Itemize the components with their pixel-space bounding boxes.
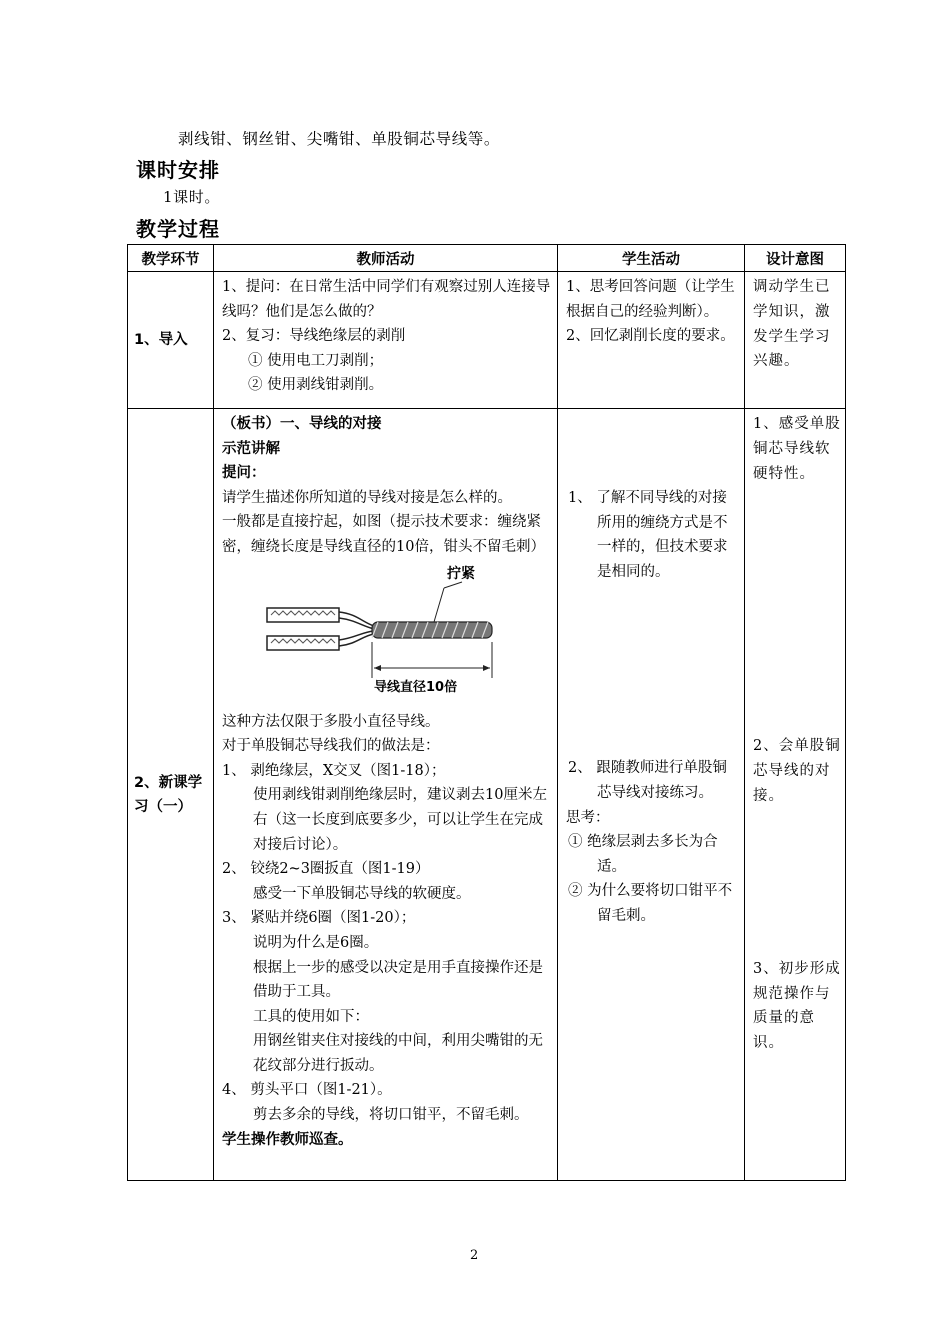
step-1: 1、 剥绝缘层，X交叉（图1-18）； xyxy=(222,762,446,779)
step-3-note-4: 用钢丝钳夹住对接线的中间，利用尖嘴钳的无花纹部分进行扳动。 xyxy=(253,1033,543,1074)
intent-intro-text: 调动学生已学知识，激发学生学习兴趣。 xyxy=(753,279,831,370)
intent-feel: 1、感受单股铜芯导线软硬特性。 xyxy=(753,416,841,482)
table-header-row xyxy=(128,245,846,272)
figure-label-length: 导线直径10倍 xyxy=(374,679,458,695)
general-method: 一般都是直接拧起，如图（提示技术要求：缠绕紧密，缠绕长度是导线直径的10倍，钳头不留毛刺） xyxy=(222,514,545,555)
lesson-table xyxy=(127,244,846,1181)
teacher-question: 1、提问：在日常生活中同学们有观察过别人连接导线吗？他们是怎么做的？ xyxy=(222,279,551,320)
single-core-intro: 对于单股铜芯导线我们的做法是： xyxy=(222,738,440,755)
wire-twist-figure xyxy=(222,560,551,710)
student-activity-intro xyxy=(558,272,745,409)
method-limit: 这种方法仅限于多股小直径导线。 xyxy=(222,713,440,730)
schedule-heading: 课时安排 xyxy=(136,158,220,182)
teacher-review: 2、复习：导线绝缘层的剥削 xyxy=(222,328,406,345)
process-heading: 教学过程 xyxy=(136,217,220,241)
figure-label-twist: 拧紧 xyxy=(447,565,475,582)
think-question-2: ② 为什么要将切口钳平不留毛刺。 xyxy=(568,883,733,924)
ask-label: 提问： xyxy=(222,465,266,482)
ask-text: 请学生描述你所知道的导线对接是怎么样的。 xyxy=(222,489,512,506)
header-stage: 教学环节 xyxy=(128,245,214,272)
student-practice: 2、 跟随教师进行单股铜芯导线对接练习。 xyxy=(568,760,727,801)
step-3-note-3: 工具的使用如下： xyxy=(253,1008,369,1025)
twisted-wire-diagram xyxy=(222,560,552,710)
intent-new xyxy=(745,409,846,1181)
step-4-note: 剪去多余的导线，将切口钳平，不留毛刺。 xyxy=(253,1107,529,1124)
materials-list: 剥线钳、钢丝钳、尖嘴钳、单股铜芯导线等。 xyxy=(178,130,501,148)
step-4: 4、 剪头平口（图1-21）。 xyxy=(222,1082,392,1099)
schedule-text: 1课时。 xyxy=(163,188,220,206)
think-question-1: ① 绝缘层剥去多长为合适。 xyxy=(568,834,718,875)
method-knife: ① 使用电工刀剥削； xyxy=(248,352,384,369)
intent-connect: 2、会单股铜芯导线的对接。 xyxy=(753,738,841,804)
table-row-new-lesson xyxy=(128,409,846,1181)
header-intent: 设计意图 xyxy=(745,245,846,272)
board-title: （板书）一、导线的对接 xyxy=(222,416,382,432)
stage-intro: 1、导入 xyxy=(128,272,214,409)
twisted-section xyxy=(372,622,492,638)
teacher-activity-new xyxy=(214,409,558,1181)
teacher-activity-intro xyxy=(214,272,558,409)
student-understand: 1、 了解不同导线的对接所用的缠绕方式是不一样的，但技术要求是相同的。 xyxy=(568,490,728,580)
inspection-note: 学生操作教师巡查。 xyxy=(222,1131,353,1148)
step-2-note: 感受一下单股铜芯导线的软硬度。 xyxy=(253,885,471,902)
intent-intro xyxy=(745,272,846,409)
intent-standard: 3、初步形成规范操作与质量的意识。 xyxy=(753,960,841,1052)
think-label: 思考： xyxy=(566,809,610,826)
stage-new-lesson: 2、新课学习（一） xyxy=(128,409,214,1181)
student-recall: 2、回忆剥削长度的要求。 xyxy=(566,328,735,345)
step-3: 3、 紧贴并绕6圈（图1-20）； xyxy=(222,910,416,927)
header-student: 学生活动 xyxy=(558,245,745,272)
page-number: 2 xyxy=(470,1248,479,1263)
demo-label: 示范讲解 xyxy=(222,440,280,457)
step-3-note-1: 说明为什么是6圈。 xyxy=(253,934,379,951)
step-2: 2、 铰绕2~3圈扳直（图1-19） xyxy=(222,861,430,878)
step-1-note: 使用剥线钳剥削绝缘层时，建议剥去10厘米左右（这一长度到底要多少，可以让学生在完成对接后讨论）。 xyxy=(253,787,547,853)
table-row-intro xyxy=(128,272,846,409)
method-stripper: ② 使用剥线钳剥削。 xyxy=(248,377,384,394)
header-teacher: 教师活动 xyxy=(214,245,558,272)
student-answer: 1、思考回答问题（让学生根据自己的经验判断）。 xyxy=(566,279,735,320)
student-activity-new xyxy=(558,409,745,1181)
step-3-note-2: 根据上一步的感受以决定是用手直接操作还是借助于工具。 xyxy=(253,959,543,1001)
